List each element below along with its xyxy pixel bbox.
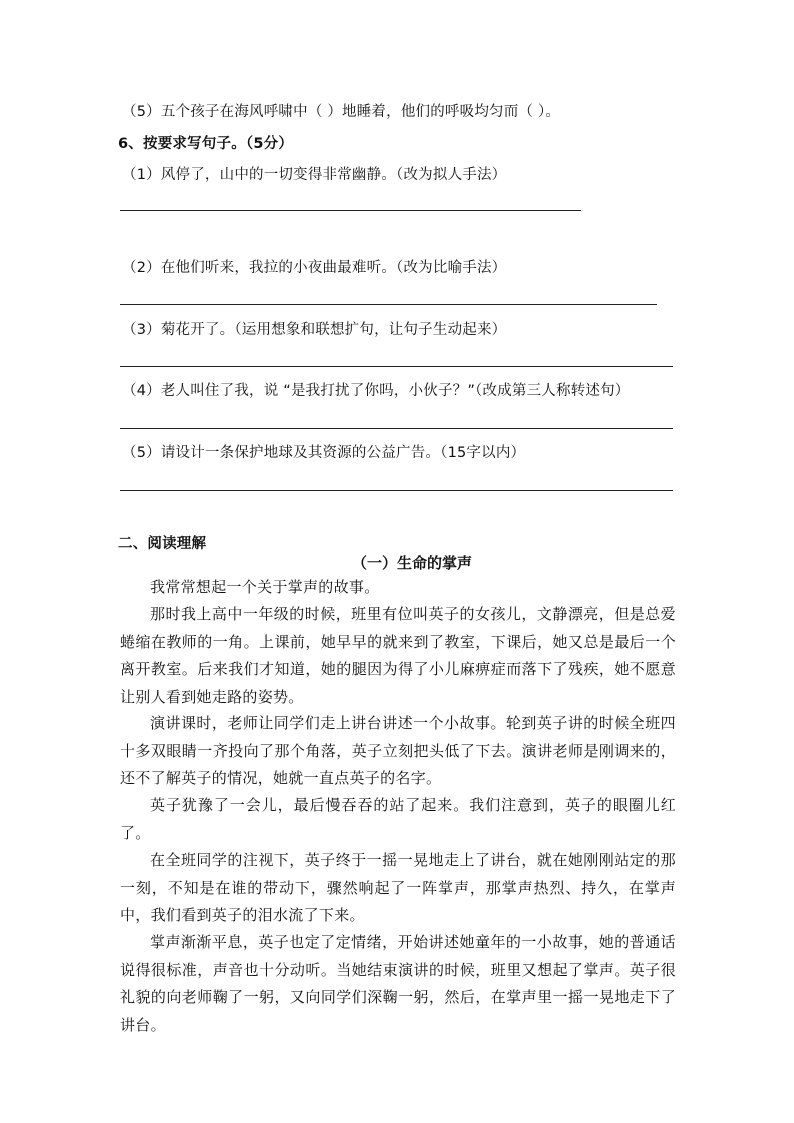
sentence-item-4: （4）老人叫住了我，说 “是我打扰了你吗，小伙子？”（改成第三人称转述句）	[122, 383, 630, 399]
answer-line-4[interactable]	[120, 428, 673, 429]
sentence-item-1: （1）风停了，山中的一切变得非常幽静。（改为拟人手法）	[122, 167, 507, 183]
answer-line-5[interactable]	[120, 490, 673, 491]
fill-blank-q5: （5）五个孩子在海风呼啸中（ ）地睡着，他们的呼吸均匀而（ ）。	[122, 104, 561, 120]
passage-paragraph-1: 我常常想起一个关于掌声的故事。	[150, 578, 380, 596]
passage-paragraph-6: 掌声渐渐平息，英子也定了定情绪，开始讲述她童年的一小故事，她的普通话说得很标准，声音也十分动听。当她结束演讲的时候，班里又想起了掌声。英子很礼貌的向老师鞠了一躬，又向同学们深鞠一躬，然后，在掌声里一摇一晃地走下了讲台。	[120, 933, 676, 1034]
passage-title: （一）生命的掌声	[351, 554, 472, 572]
answer-line-2[interactable]	[120, 304, 657, 305]
answer-line-3[interactable]	[120, 366, 673, 367]
sentence-item-5: （5）请设计一条保护地球及其资源的公益广告。（15字以内）	[122, 445, 526, 461]
passage-paragraph-2: 那时我上高中一年级的时候，班里有位叫英子的女孩儿，文静漂亮，但是总爱蜷缩在教师的一角。上课前，她早早的就来到了教室，下课后，她又总是最后一个离开教室。后来我们才知道，她的腿因为得了小儿麻痹症而落下了残疾，她不愿意让别人看到她走路的姿势。	[120, 605, 676, 706]
section2-heading: 二、阅读理解	[118, 536, 207, 552]
passage-paragraph-4: 英子犹豫了一会儿，最后慢吞吞的站了起来。我们注意到，英子的眼圈儿红了。	[120, 796, 676, 842]
answer-line-1[interactable]	[120, 210, 581, 211]
section6-heading: 6、按要求写句子。（5分）	[118, 136, 294, 152]
sentence-item-3: （3）菊花开了。（运用想象和联想扩句，让句子生动起来）	[122, 322, 507, 338]
passage-paragraph-5: 在全班同学的注视下，英子终于一摇一晃地走上了讲台，就在她刚刚站定的那一刻，不知是在谁的带动下，骤然响起了一阵掌声，那掌声热烈、持久，在掌声中，我们看到英子的泪水流了下来。	[120, 851, 676, 925]
sentence-item-2: （2）在他们听来，我拉的小夜曲最难听。（改为比喻手法）	[122, 260, 507, 276]
passage-paragraph-3: 演讲课时，老师让同学们走上讲台讲述一个小故事。轮到英子讲的时候全班四十多双眼睛一齐投向了那个角落，英子立刻把头低了下去。演讲老师是刚调来的，还不了解英子的情况，她就一直点英子的名字。	[120, 714, 676, 788]
